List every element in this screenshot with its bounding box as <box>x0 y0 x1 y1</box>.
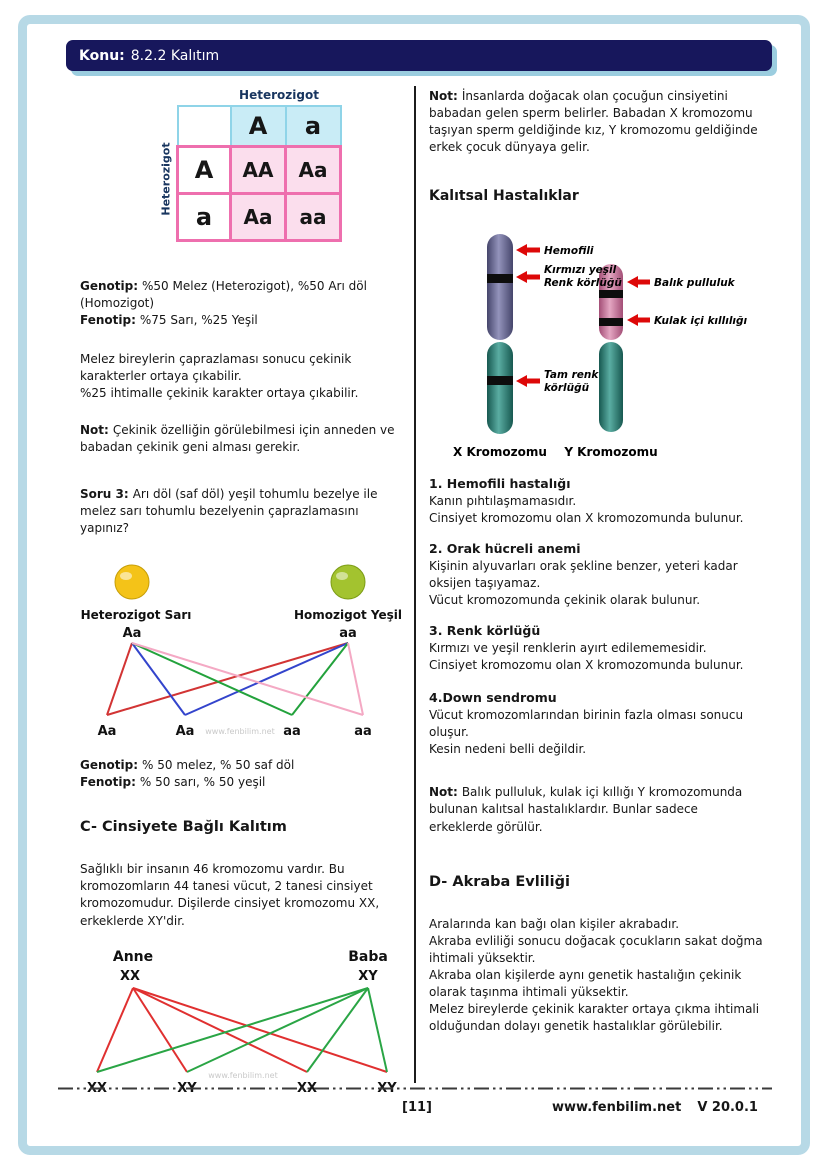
label-balik-pulluluk: Balık pulluluk <box>654 277 735 290</box>
fenotip-value: % 50 sarı, % 50 yeşil <box>139 775 266 790</box>
punnett-row-header-A: A <box>178 147 231 194</box>
label-kulak-killilik: Kulak içi kıllılığı <box>654 315 748 328</box>
fenotip-line <box>80 312 410 329</box>
punnett-grid <box>176 105 342 242</box>
akraba-line-3: Akraba olan kişilerde aynı genetik hastalığın çekinik olarak taşınma ihtimali yüksektir. <box>429 967 742 999</box>
note-y-diseases <box>429 784 763 835</box>
cross-line-pink <box>132 643 363 715</box>
version-label: V 20.0.1 <box>697 1100 758 1115</box>
disease-item-2 <box>429 541 763 609</box>
genotype-phenotype-summary-1 <box>80 278 410 329</box>
section-heading-d: D- Akraba Evliliği <box>429 873 570 890</box>
topic-label: Konu: <box>79 47 125 64</box>
genotip-value: % 50 melez, % 50 saf döl <box>142 758 295 773</box>
fenotip-label: Fenotip: <box>80 313 136 328</box>
cross-line-red <box>133 988 387 1072</box>
question-label: Soru 3: <box>80 487 129 502</box>
offspring-2: XY <box>177 1080 197 1096</box>
parent-left-genotype: Aa <box>122 626 142 642</box>
punnett-col-header-a: a <box>286 106 341 147</box>
disease-text-line: Kesin nedeni belli değildir. <box>429 742 587 757</box>
note-sex-determination <box>429 88 763 156</box>
disease-title: 4.Down sendromu <box>429 690 557 706</box>
mother-genotype: XX <box>119 968 141 984</box>
punnett-side-label <box>156 105 176 242</box>
cross-lines <box>107 643 363 715</box>
punnett-square <box>156 88 342 242</box>
section-heading-c: C- Cinsiyete Bağlı Kalıtım <box>80 819 287 836</box>
offspring-3: aa <box>283 724 301 740</box>
y-chromosome-caption: Y Kromozomu <box>564 445 658 460</box>
pea-highlight <box>120 572 132 580</box>
melez-paragraph <box>80 351 410 402</box>
note-text: Balık pulluluk, kulak içi kıllığı Y kromozomunda bulunan kalıtsal hastalıklardır. Bunlar sadece erkeklerde görülür. <box>429 785 743 834</box>
fenotip-value: %75 Sarı, %25 Yeşil <box>139 313 258 328</box>
offspring-4: XY <box>377 1080 397 1096</box>
note-cekinik <box>80 422 410 456</box>
label-hemofili: Hemofili <box>544 245 594 258</box>
label-kirmizi-yesil-1: Kırmızı yeşil <box>544 264 617 277</box>
disease-title: 1. Hemofili hastalığı <box>429 476 571 492</box>
site-url: www.fenbilim.net <box>552 1100 682 1115</box>
topic-banner <box>66 40 772 71</box>
akraba-line-4: Melez bireylerde çekinik karakter ortaya çıkma ihtimali olduğundan dolayı genetik hastalıklar görülebilir. <box>429 1001 760 1033</box>
yellow-pea-icon <box>115 565 149 599</box>
red-arrow-icon <box>516 375 540 387</box>
section-heading-hastaliklar: Kalıtsal Hastalıklar <box>429 188 579 205</box>
chromosome-figure <box>429 228 763 466</box>
disease-item-3 <box>429 623 763 674</box>
punnett-cell-aa: aa <box>286 194 341 241</box>
note-text: Çekinik özelliğin görülebilmesi için anneden ve babadan çekinik geni alması gerekir. <box>80 423 395 455</box>
cross-line-green <box>368 988 387 1072</box>
disease-text-line: Cinsiyet kromozomu olan X kromozomunda bulunur. <box>429 658 744 673</box>
footer-site-info <box>552 1100 758 1115</box>
watermark: www.fenbilim.net <box>208 1070 278 1080</box>
cross-line-red <box>107 643 348 715</box>
akraba-line-1: Aralarında kan bağı olan kişiler akrabadır. <box>429 916 680 931</box>
offspring-1: XX <box>86 1080 108 1096</box>
punnett-cell-Aa: Aa <box>286 147 341 194</box>
offspring-2: Aa <box>175 724 195 740</box>
pea-highlight <box>336 572 348 580</box>
cross-lines <box>97 988 387 1072</box>
question-3 <box>80 486 410 537</box>
x-chromosome <box>487 234 513 434</box>
punnett-top-label: Heterozigot <box>239 88 319 102</box>
punnett-corner-cell <box>178 106 231 147</box>
genotip-label: Genotip: <box>80 279 139 293</box>
offspring-3: XX <box>296 1080 318 1096</box>
disease-title: 3. Renk körlüğü <box>429 623 541 639</box>
cross-line-green <box>187 988 368 1072</box>
parent-right-title: Homozigot Yeşil <box>294 608 402 623</box>
punnett-side-label-text: Heterozigot <box>159 142 173 216</box>
cross-line-red <box>97 988 133 1072</box>
punnett-cell-aA: Aa <box>231 194 286 241</box>
cross-line-pink <box>348 643 363 715</box>
right-column <box>429 88 763 1035</box>
disease-text-line: Vücut kromozomlarından birinin fazla olması sonucu oluşur. <box>429 708 744 740</box>
label-tam-renk-1: Tam renk <box>544 369 599 382</box>
genotip-line <box>80 278 410 312</box>
disease-text-line: Kişinin alyuvarları orak şekline benzer, yeteri kadar oksijen taşıyamaz. <box>429 559 738 591</box>
note-label: Not: <box>429 785 458 800</box>
watermark: www.fenbilim.net <box>205 727 275 737</box>
cross-line-red <box>107 643 132 715</box>
akraba-paragraph <box>429 916 763 1035</box>
red-arrow-icon <box>627 314 650 326</box>
topic-title: 8.2.2 Kalıtım <box>130 47 220 64</box>
father-genotype: XY <box>358 968 378 984</box>
left-column <box>80 88 410 1098</box>
disease-text-line: Kanın pıhtılaşmamasıdır. <box>429 494 577 509</box>
genotip-line <box>80 757 410 774</box>
genotype-phenotype-summary-2 <box>80 757 410 791</box>
fenotip-line <box>80 774 410 791</box>
note-label: Not: <box>80 423 109 438</box>
disease-item-1 <box>429 476 763 527</box>
punnett-col-header-A: A <box>231 106 286 147</box>
green-pea-icon <box>331 565 365 599</box>
offspring-1: Aa <box>97 724 117 740</box>
column-divider <box>414 86 416 1083</box>
melez-line-2: %25 ihtimalle çekinik karakter ortaya çıkabilir. <box>80 386 359 401</box>
parent-right-genotype: aa <box>339 626 357 642</box>
melez-line-1: Melez bireylerin çaprazlaması sonucu çekinik karakterler ortaya çıkabilir. <box>80 352 352 384</box>
disease-text-line: Vücut kromozomunda çekinik olarak bulunur. <box>429 593 701 608</box>
y-chromosome <box>599 264 623 432</box>
cross-line-green <box>292 643 348 715</box>
label-kirmizi-yesil-2: Renk körlüğü <box>544 277 622 290</box>
cross-line-green <box>307 988 368 1072</box>
red-arrow-icon <box>516 244 540 256</box>
red-arrow-icon <box>627 276 650 288</box>
disease-title: 2. Orak hücreli anemi <box>429 541 581 557</box>
mother-title: Anne <box>112 948 154 965</box>
genotip-label: Genotip: <box>80 758 139 773</box>
offspring-4: aa <box>354 724 372 740</box>
footer-divider <box>58 1086 772 1091</box>
punnett-cell-AA: AA <box>231 147 286 194</box>
punnett-row-header-a: a <box>178 194 231 241</box>
father-title: Baba <box>348 948 388 965</box>
question-text: Arı döl (saf döl) yeşil tohumlu bezelye ile melez sarı tohumlu bezelyenin çaprazlamasını yapınız? <box>80 487 378 536</box>
note-text: İnsanlarda doğacak olan çocuğun cinsiyetini babadan gelen sperm belirler. Babadan X kromozomu taşıyan sperm geldiğinde kız, Y kromozomu geldiğinde erkek çocuk dünyaya gelir. <box>429 89 758 155</box>
chromosome-count-paragraph: Sağlıklı bir insanın 46 kromozomu vardır. Bu kromozomların 44 tanesi vücut, 2 tanesi cinsiyet kromozomudur. Dişilerde cinsiyet kromozomu XX, erkeklerde XY'dir. <box>80 862 380 928</box>
fenotip-label: Fenotip: <box>80 775 136 790</box>
akraba-line-2: Akraba evliliği sonucu doğacak çocukların sakat doğma ihtimali yüksektir. <box>429 933 763 965</box>
disease-text-line: Kırmızı ve yeşil renklerin ayırt edilememesidir. <box>429 641 707 656</box>
cross-line-green <box>97 988 368 1072</box>
page-number: [11] <box>402 1100 432 1115</box>
label-tam-renk-2: körlüğü <box>544 382 590 395</box>
disease-text-line: Cinsiyet kromozomu olan X kromozomunda bulunur. <box>429 511 744 526</box>
red-arrow-icon <box>516 271 540 283</box>
pea-cross-diagram <box>80 563 410 741</box>
genotip-value: %50 Melez (Heterozigot), %50 Arı döl (Homozigot) <box>80 279 367 311</box>
note-label: Not: <box>429 89 458 103</box>
sex-cross-diagram <box>80 946 410 1098</box>
parent-left-title: Heterozigot Sarı <box>80 608 192 623</box>
x-chromosome-caption: X Kromozomu <box>453 445 547 460</box>
disease-item-4 <box>429 690 763 758</box>
